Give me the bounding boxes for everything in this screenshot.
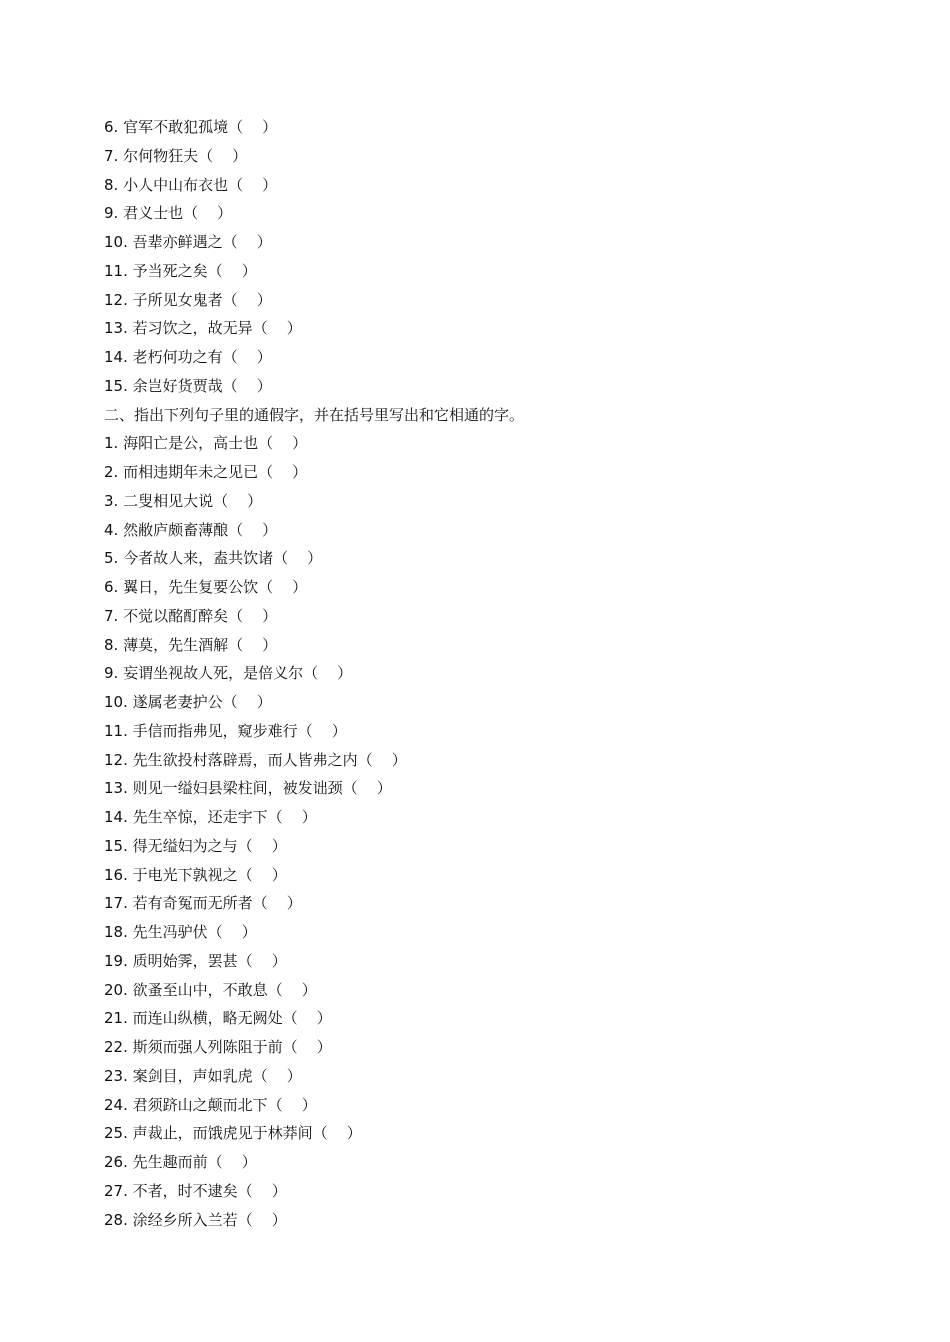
question-item: 14. 先生卒惊，还走宇下（ ） xyxy=(104,808,317,826)
question-item: 7. 尔何物狂夫（ ） xyxy=(104,146,248,165)
question-item: 12. 先生欲投村落辟焉，而人皆弗之内（ ） xyxy=(104,750,407,769)
question-item: 23. 案剑目，声如乳虎（ ） xyxy=(104,1066,302,1085)
question-item: 15. 得无缢妇为之与（ ） xyxy=(104,836,287,855)
question-item: 27. 不者，时不逮矣（ ） xyxy=(104,1181,287,1200)
question-item: 19. 质明始霁，罢甚（ ） xyxy=(104,951,287,970)
question-item: 25. 声裁止，而饿虎见于林莽间（ ） xyxy=(104,1124,362,1143)
question-item: 26. 先生趣而前（ ） xyxy=(104,1153,257,1171)
question-item: 5. 今者故人来，盍共饮诸（ ） xyxy=(104,549,323,568)
question-item: 28. 涂经乡所入兰若（ ） xyxy=(104,1210,287,1229)
question-item: 6. 翼日，先生复要公饮（ ） xyxy=(104,578,308,596)
question-item: 8. 薄莫，先生酒解（ ） xyxy=(104,635,278,654)
section-heading: 二、指出下列句子里的通假字，并在括号里写出和它相通的字。 xyxy=(104,405,525,424)
question-item: 8. 小人中山布衣也（ ） xyxy=(104,175,278,194)
question-item: 10. 吾辈亦鲜遇之（ ） xyxy=(104,233,272,251)
question-item: 22. 斯须而强人列陈阻于前（ ） xyxy=(104,1038,332,1056)
question-item: 18. 先生冯驴伏（ ） xyxy=(104,923,257,941)
question-item: 1. 海阳亡是公，高士也（ ） xyxy=(104,434,308,453)
question-item: 20. 欲蚤至山中，不敢息（ ） xyxy=(104,980,317,999)
question-item: 24. 君须跻山之颠而北下（ ） xyxy=(104,1095,317,1114)
question-item: 2. 而相违期年未之见已（ ） xyxy=(104,463,308,481)
question-item: 16. 于电光下孰视之（ ） xyxy=(104,865,287,884)
question-item: 9. 妄谓坐视故人死，是倍义尔（ ） xyxy=(104,664,353,683)
question-item: 17. 若有奇冤而无所者（ ） xyxy=(104,894,302,913)
question-item: 11. 手信而指弗见，窥步难行（ ） xyxy=(104,721,347,740)
document-page xyxy=(104,113,904,1234)
question-item: 10. 遂属老妻护公（ ） xyxy=(104,693,272,711)
question-item: 4. 然敝庐颇畜薄酿（ ） xyxy=(104,520,278,539)
question-item: 6. 官军不敢犯孤境（ ） xyxy=(104,118,278,136)
question-item: 15. 余岂好货贾哉（ ） xyxy=(104,376,272,395)
question-item: 21. 而连山纵横，略无阙处（ ） xyxy=(104,1009,332,1028)
question-item: 14. 老朽何功之有（ ） xyxy=(104,348,272,366)
question-item: 13. 则见一缢妇县梁柱间，被发诎颈（ ） xyxy=(104,779,392,798)
question-item: 9. 君义士也（ ） xyxy=(104,204,233,223)
question-item: 13. 若习饮之，故无异（ ） xyxy=(104,319,302,338)
question-item: 12. 子所见女鬼者（ ） xyxy=(104,290,272,309)
question-item: 11. 予当死之矣（ ） xyxy=(104,261,257,280)
question-item: 3. 二叟相见大说（ ） xyxy=(104,491,263,510)
question-item: 7. 不觉以酩酊醉矣（ ） xyxy=(104,606,278,625)
